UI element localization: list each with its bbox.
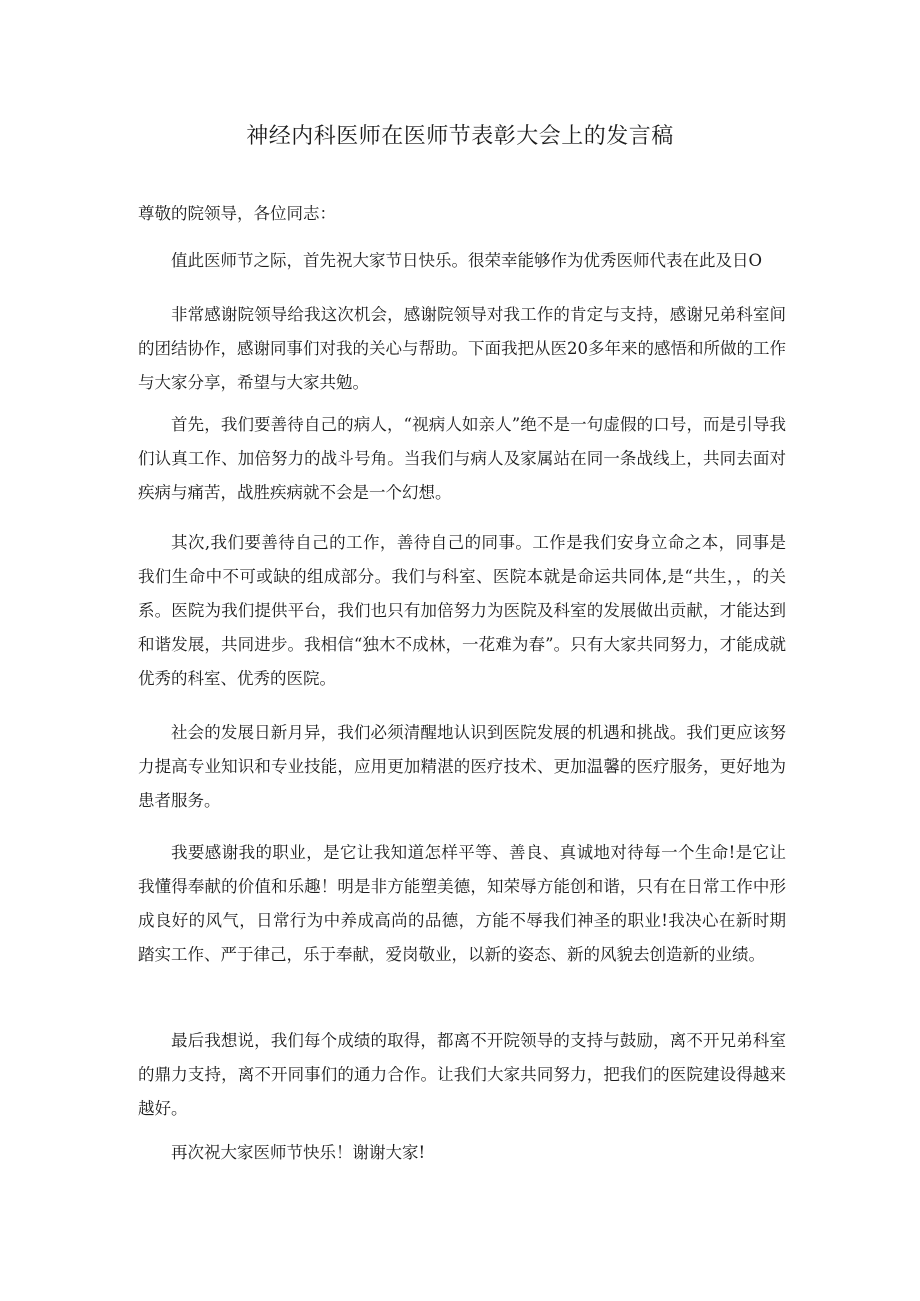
paragraph-opening: 值此医师节之际，首先祝大家节日快乐。很荣幸能够作为优秀医师代表在此及日O [171, 251, 763, 270]
paragraph-patients: 首先，我们要善待自己的病人，“视病人如亲人”绝不是一句虚假的口号，而是引导我们认真工作、加倍努力的战斗号角。当我们与病人及家属站在同一条战线上，共同去面对疾病与痛苦，战胜疾病就不会是一个幻想。 [138, 415, 786, 502]
closing-line: 再次祝大家医师节快乐！谢谢大家! [171, 1143, 426, 1162]
document-title: 神经内科医师在医师节表彰大会上的发言稿 [246, 124, 674, 149]
paragraph-thanks: 非常感谢院领导给我这次机会，感谢院领导对我工作的肯定与支持，感谢兄弟科室间的团结协作，感谢同事们对我的关心与帮助。下面我把从医20多年来的感悟和所做的工作与大家分享，希望与大家共勉。 [138, 305, 786, 392]
salutation: 尊敬的院领导，各位同志： [138, 204, 336, 223]
paragraph-conclusion: 最后我想说，我们每个成绩的取得，都离不开院领导的支持与鼓励，离不开兄弟科室的鼎力支持，离不开同事们的通力合作。让我们大家共同努力，把我们的医院建设得越来越好。 [138, 1031, 786, 1118]
paragraph-development: 社会的发展日新月异，我们必须清醒地认识到医院发展的机遇和挑战。我们更应该努力提高专业知识和专业技能，应用更加精湛的医疗技术、更加温馨的医疗服务，更好地为患者服务。 [138, 723, 786, 810]
paragraph-profession: 我要感谢我的职业，是它让我知道怎样平等、善良、真诚地对待每一个生命!是它让我懂得奉献的价值和乐趣！明是非方能塑美德，知荣辱方能创和谐，只有在日常工作中形成良好的风气，日常行为中养成高尚的品德，方能不辱我们神圣的职业!我决心在新时期踏实工作、严于律己，乐于奉献，爱岗敬业，以新的姿态、新的风貌去创造新的业绩。 [138, 843, 786, 964]
paragraph-colleagues: 其次,我们要善待自己的工作，善待自己的同事。工作是我们安身立命之本，同事是我们生命中不可或缺的组成部分。我们与科室、医院本就是命运共同体,是“共生，，的关系。医院为我们提供平台，我们也只有加倍努力为医院及科室的发展做出贡献，才能达到和谐发展，共同进步。我相信“独木不成林，一花难为春”。只有大家共同努力，才能成就优秀的科室、优秀的医院。 [138, 533, 786, 688]
